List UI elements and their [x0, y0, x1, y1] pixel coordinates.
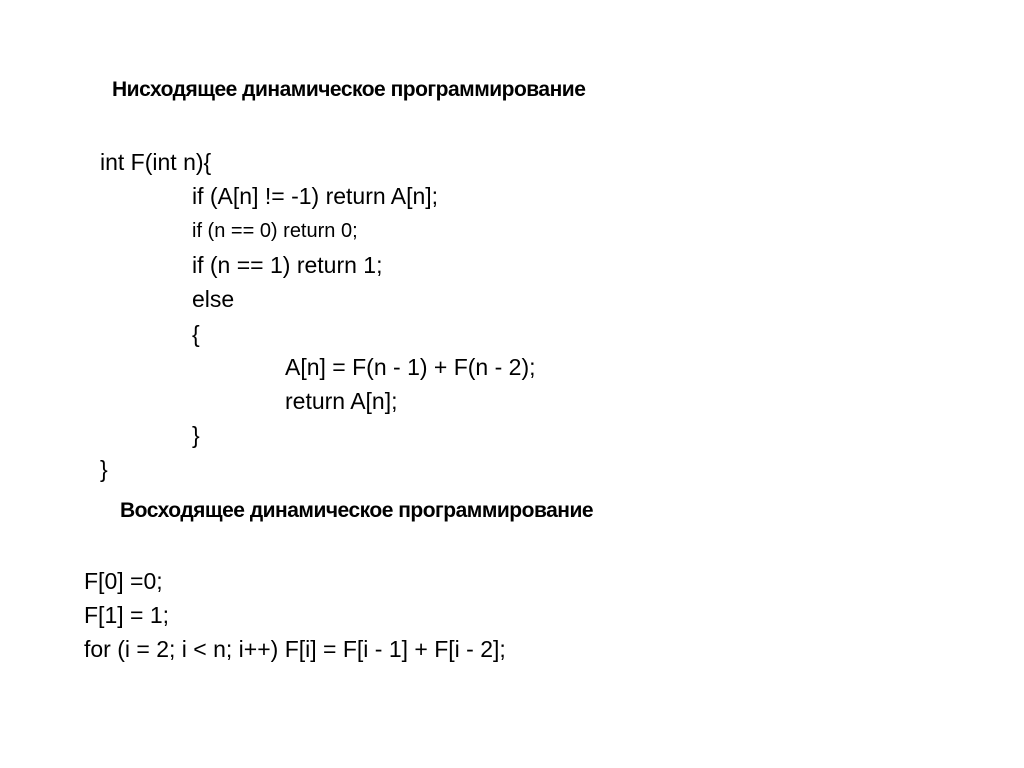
code-line-init-f1: F[1] = 1; — [84, 602, 170, 628]
code-line-return-memo: return A[n]; — [285, 388, 398, 414]
code-line-else: else — [192, 286, 235, 312]
code-line-init-f0: F[0] =0; — [84, 568, 163, 594]
code-line-close-brace-inner: } — [192, 422, 200, 448]
code-line-recurrence: A[n] = F(n - 1) + F(n - 2); — [285, 354, 536, 380]
code-line-base-case-1: if (n == 1) return 1; — [192, 252, 383, 278]
code-line-memo-check: if (A[n] != -1) return A[n]; — [192, 183, 439, 209]
bottom-up-heading: Восходящее динамическое программирование — [120, 499, 594, 522]
code-line-function-signature: int F(int n){ — [100, 149, 212, 175]
code-line-base-case-0: if (n == 0) return 0; — [192, 220, 358, 242]
top-down-heading: Нисходящее динамическое программирование — [112, 78, 586, 101]
code-line-close-brace-outer: } — [100, 456, 108, 482]
code-line-for-loop: for (i = 2; i < n; i++) F[i] = F[i - 1] + F[i - 2]; — [84, 636, 506, 662]
code-line-open-brace: { — [192, 321, 200, 347]
